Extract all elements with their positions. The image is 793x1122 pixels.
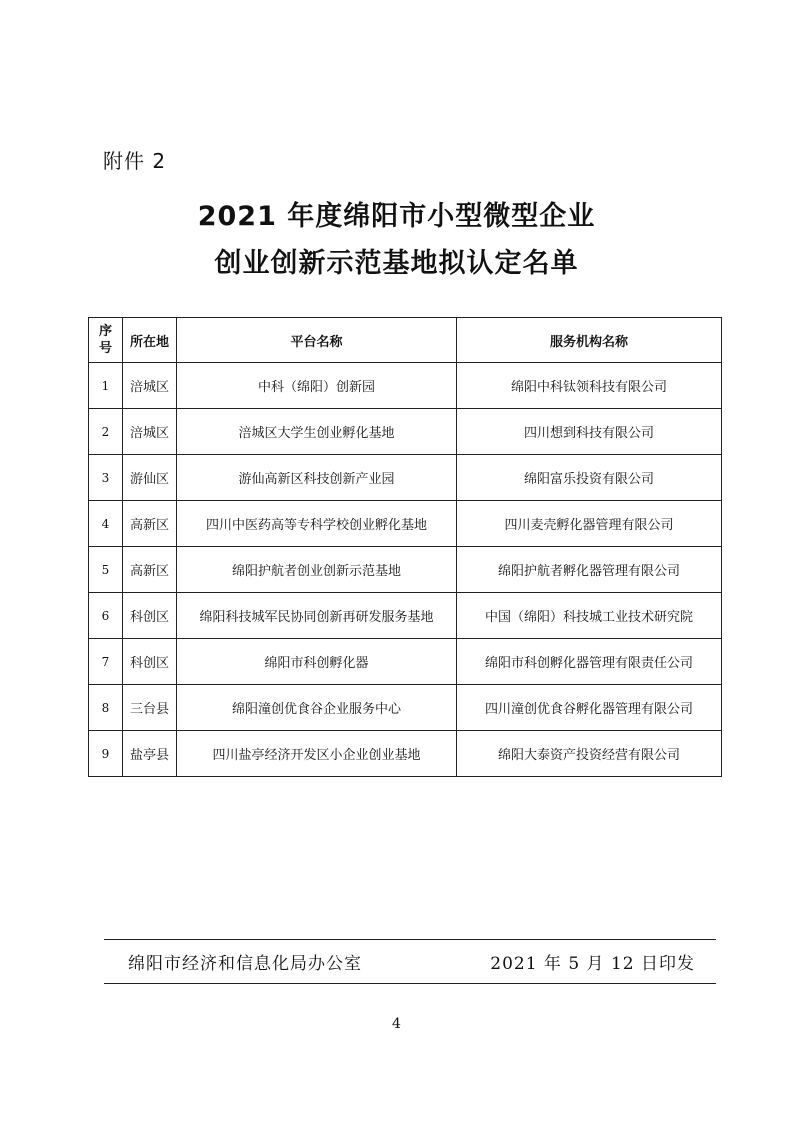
- header-platform: 平台名称: [177, 318, 457, 363]
- row-index: 8: [89, 685, 123, 731]
- document-title-line-2: 创业创新示范基地拟认定名单: [214, 248, 579, 279]
- row-location: 科创区: [123, 593, 177, 639]
- row-platform: 四川盐亭经济开发区小企业创业基地: [177, 731, 457, 777]
- table-row: [89, 547, 722, 593]
- row-platform: 四川中医药高等专科学校创业孵化基地: [177, 501, 457, 547]
- row-index: 2: [89, 409, 123, 455]
- row-organization: 四川潼创优食谷孵化器管理有限公司: [457, 685, 722, 731]
- row-location: 三台县: [123, 685, 177, 731]
- row-index: 4: [89, 501, 123, 547]
- row-index: 5: [89, 547, 123, 593]
- header-index-line-2: 号: [98, 341, 112, 356]
- document-title-line-1: 2021 年度绵阳市小型微型企业: [197, 201, 596, 232]
- row-organization: 四川想到科技有限公司: [457, 409, 722, 455]
- table-row: [89, 409, 722, 455]
- table-row: [89, 685, 722, 731]
- header-location: 所在地: [123, 318, 177, 363]
- row-index: 7: [89, 639, 123, 685]
- row-location: 盐亭县: [123, 731, 177, 777]
- row-organization: 绵阳中科钛领科技有限公司: [457, 363, 722, 409]
- footer-bottom-rule: [104, 983, 716, 984]
- row-index: 9: [89, 731, 123, 777]
- row-index: 6: [89, 593, 123, 639]
- row-location: 科创区: [123, 639, 177, 685]
- row-organization: 绵阳大泰资产投资经营有限公司: [457, 731, 722, 777]
- table-row: [89, 639, 722, 685]
- row-organization: 绵阳护航者孵化器管理有限公司: [457, 547, 722, 593]
- table-row: [89, 363, 722, 409]
- header-index: [89, 318, 123, 363]
- candidate-list-table: [88, 317, 722, 777]
- row-location: 游仙区: [123, 455, 177, 501]
- row-organization: 四川麦壳孵化器管理有限公司: [457, 501, 722, 547]
- row-index: 1: [89, 363, 123, 409]
- table-row: [89, 731, 722, 777]
- row-location: 涪城区: [123, 363, 177, 409]
- row-platform: 绵阳护航者创业创新示范基地: [177, 547, 457, 593]
- row-location: 涪城区: [123, 409, 177, 455]
- footer-issue-date: 2021 年 5 月 12 日印发: [490, 954, 695, 974]
- row-organization: 中国（绵阳）科技城工业技术研究院: [457, 593, 722, 639]
- row-platform: 涪城区大学生创业孵化基地: [177, 409, 457, 455]
- row-platform: 绵阳科技城军民协同创新再研发服务基地: [177, 593, 457, 639]
- row-platform: 游仙高新区科技创新产业园: [177, 455, 457, 501]
- row-location: 高新区: [123, 547, 177, 593]
- footer-top-rule: [104, 939, 716, 940]
- attachment-label: 附件 2: [103, 149, 167, 173]
- header-organization: 服务机构名称: [457, 318, 722, 363]
- table-header-row: [89, 318, 722, 363]
- table-row: [89, 593, 722, 639]
- row-platform: 中科（绵阳）创新园: [177, 363, 457, 409]
- row-organization: 绵阳市科创孵化器管理有限责任公司: [457, 639, 722, 685]
- row-location: 高新区: [123, 501, 177, 547]
- row-index: 3: [89, 455, 123, 501]
- row-organization: 绵阳富乐投资有限公司: [457, 455, 722, 501]
- page-number: 4: [392, 1016, 401, 1032]
- footer-issuing-office: 绵阳市经济和信息化局办公室: [128, 954, 362, 974]
- row-platform: 绵阳潼创优食谷企业服务中心: [177, 685, 457, 731]
- table-row: [89, 455, 722, 501]
- header-index-line-1: 序: [98, 324, 112, 339]
- row-platform: 绵阳市科创孵化器: [177, 639, 457, 685]
- table-row: [89, 501, 722, 547]
